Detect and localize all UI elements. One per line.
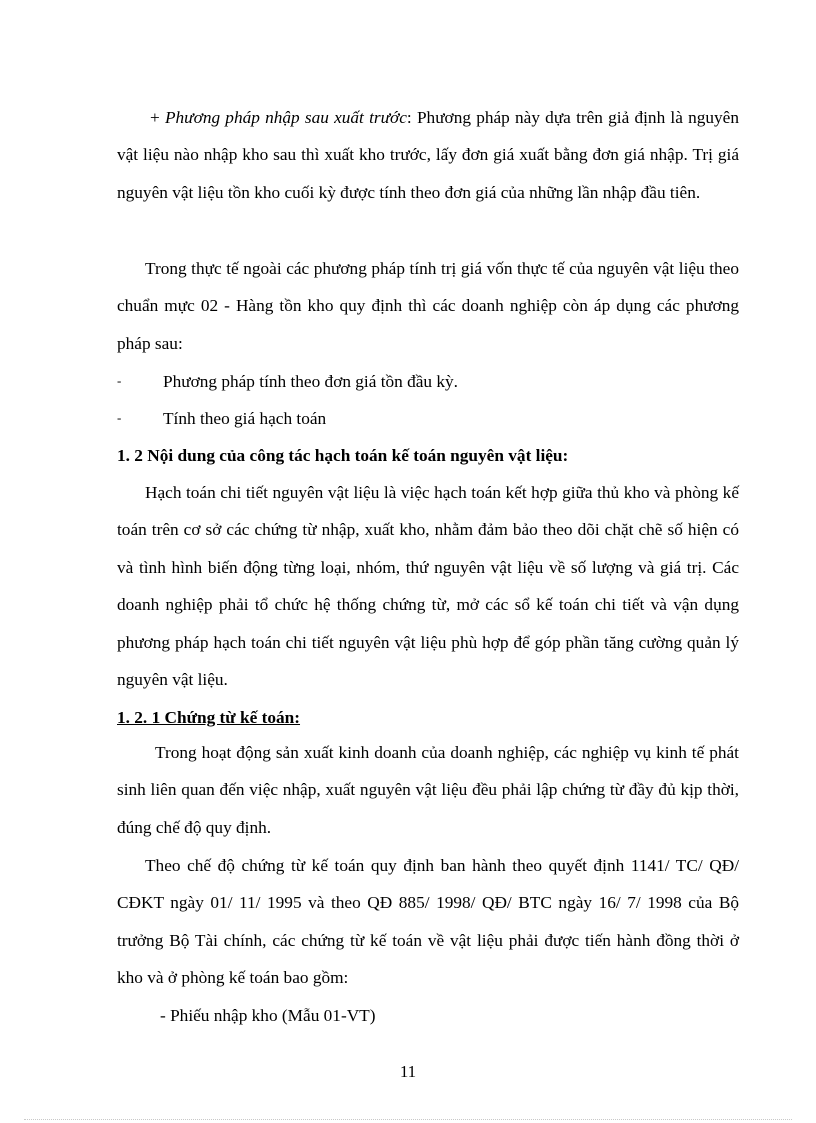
lifo-term: Phương pháp nhập sau xuất trước — [164, 108, 407, 127]
page-bottom-rule — [24, 1119, 792, 1120]
bullet-item-1 — [117, 369, 458, 394]
heading-1-2-1: 1. 2. 1 Chứng từ kế toán: — [117, 708, 301, 727]
heading-1-2: 1. 2 Nội dung của công tác hạch toán kế toán nguyên vật liệu: — [117, 446, 569, 465]
bullet-item-2 — [117, 406, 326, 431]
bullet-text: Phương pháp tính theo đơn giá tồn đầu kỳ. — [163, 372, 458, 391]
paragraph-lifo — [117, 99, 739, 211]
lifo-body: : Phương pháp này dựa trên giả định là nguyên vật liệu nào nhập kho sau thì xuất kho trước, lấy đơn giá xuất bằng đơn giá nhập. Trị giá nguyên vật liệu tồn kho cuối kỳ được tính theo đơn giá của những lần nhập đầu tiên. — [117, 108, 739, 202]
bullet-text: Tính theo giá hạch toán — [163, 409, 327, 428]
page-number: 11 — [399, 1062, 417, 1081]
paragraph-regulation: Theo chế độ chứng từ kế toán quy định ban hành theo quyết định 1141/ TC/ QĐ/ CĐKT ngày 01/ 11/ 1995 và theo QĐ 885/ 1998/ QĐ/ BTC ngày 16/ 7/ 1998 của Bộ trưởng Bộ Tài chính, các chứng từ kế toán về vật liệu phải được tiến hành đồng thời ở kho và ở phòng kế toán bao gồm: — [117, 856, 739, 988]
paragraph-practice: Trong thực tế ngoài các phương pháp tính trị giá vốn thực tế của nguyên vật liệu theo chuẩn mực 02 - Hàng tồn kho quy định thì các doanh nghiệp còn áp dụng các phương pháp sau: — [117, 259, 739, 353]
lifo-prefix: + — [150, 108, 165, 127]
bullet-mark: - — [117, 410, 122, 425]
paragraph-detail: Hạch toán chi tiết nguyên vật liệu là việc hạch toán kết hợp giữa thủ kho và phòng kế toán trên cơ sở các chứng từ nhập, xuất kho, nhằm đảm bảo theo dõi chặt chẽ số hiện có và tình hình biến động từng loại, nhóm, thứ nguyên vật liệu về số lượng và giá trị. Các doanh nghiệp phải tổ chức hệ thống chứng từ, mở các sổ kế toán chi tiết và vận dụng phương pháp hạch toán chi tiết nguyên vật liệu phù hợp để góp phần tăng cường quản lý nguyên vật liệu. — [117, 483, 739, 690]
paragraph-business: Trong hoạt động sản xuất kinh doanh của doanh nghiệp, các nghiệp vụ kinh tế phát sinh liên quan đến việc nhập, xuất nguyên vật liệu đều phải lập chứng từ đầy đủ kịp thời, đúng chế độ quy định. — [117, 743, 739, 837]
bullet-mark: - — [117, 373, 122, 388]
list-item-receipt: - Phiếu nhập kho (Mẫu 01-VT) — [160, 1006, 376, 1025]
